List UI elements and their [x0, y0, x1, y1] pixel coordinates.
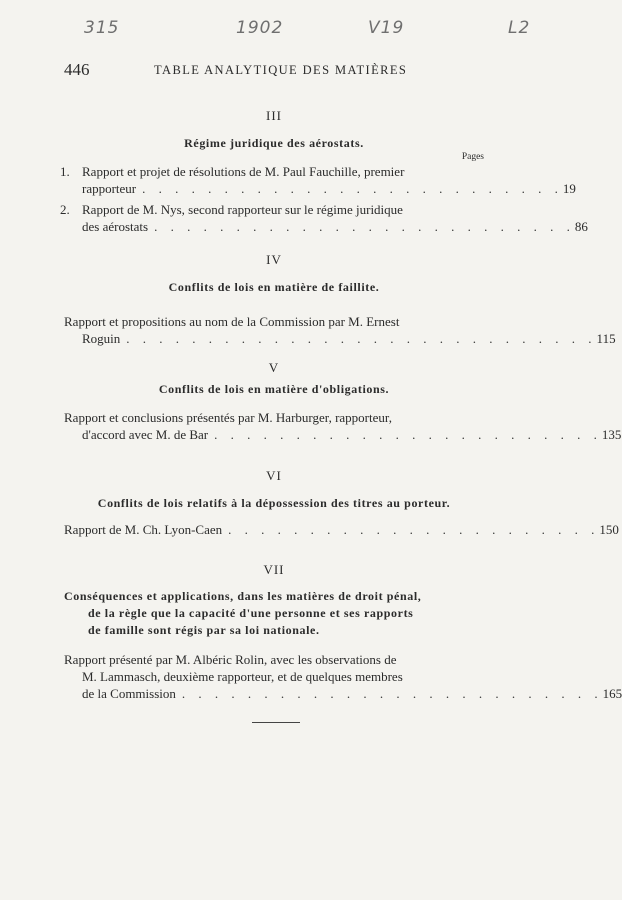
toc-entry[interactable] [60, 201, 588, 235]
entry-text: des aérostats [82, 219, 149, 234]
section-title: Conflits de lois relatifs à la dépossession des titres au porteur. [97, 496, 451, 510]
entry-text: Rapport de M. Ch. Lyon-Caen [64, 522, 223, 537]
entry-number: 1. [60, 164, 70, 179]
entry-page: 135 [601, 427, 622, 442]
section-title-line: de famille sont régis par sa loi nationale. [88, 623, 320, 637]
toc-entry[interactable] [64, 313, 616, 347]
section-number: III [266, 108, 282, 123]
entry-text: Rapport et conclusions présentés par M. Harburger, rapporteur, [64, 410, 392, 425]
handwritten-note: V19 [368, 18, 405, 38]
entry-text: rapporteur [82, 181, 137, 196]
section-iv [64, 252, 616, 347]
section-title-line: Conséquences et applications, dans les matières de droit pénal, [64, 589, 422, 603]
handwritten-note: 315 [84, 18, 120, 38]
entry-text: M. Lammasch, deuxième rapporteur, et de quelques membres [82, 669, 403, 684]
section-v [64, 360, 622, 443]
pages-label: Pages [461, 152, 484, 162]
section-title: Conflits de lois en matière de faillite. [168, 280, 380, 294]
toc-entry[interactable] [64, 651, 622, 702]
entry-page: 115 [596, 331, 616, 346]
entry-page: 86 [574, 219, 588, 234]
section-number: VI [266, 468, 282, 483]
toc-entry[interactable] [64, 521, 619, 538]
entry-text: Roguin [82, 331, 121, 346]
running-head [64, 60, 494, 80]
dot-leader: . . . . . . . . . . . . . . . . . . . . . . . . [214, 427, 602, 442]
section-vii [64, 562, 622, 702]
dot-leader: . . . . . . . . . . . . . . . . . . . . . . . . . . [142, 181, 563, 196]
section-title [64, 588, 484, 639]
entry-text: Rapport de M. Nys, second rapporteur sur le régime juridique [82, 202, 403, 217]
section-number: V [268, 360, 280, 375]
dot-leader: . . . . . . . . . . . . . . . . . . . . . . . [228, 522, 600, 537]
handwritten-note: L2 [508, 18, 531, 38]
entry-text: Rapport et propositions au nom de la Commission par M. Ernest [64, 314, 400, 329]
page-number: 446 [64, 60, 90, 79]
toc-entry[interactable] [60, 163, 576, 197]
dot-leader: . . . . . . . . . . . . . . . . . . . . . . . . . . [181, 686, 603, 701]
entry-page: 150 [599, 522, 619, 537]
handwritten-note: 1902 [236, 18, 284, 38]
closing-rule [252, 722, 300, 723]
section-number: VII [263, 562, 285, 577]
entry-text: d'accord avec M. de Bar [82, 427, 209, 442]
section-vi [64, 468, 619, 538]
dot-leader: . . . . . . . . . . . . . . . . . . . . . . . . . . . . . [126, 331, 597, 346]
toc-entry[interactable] [64, 409, 622, 443]
entry-number: 2. [60, 202, 70, 217]
section-iii [60, 108, 588, 235]
running-title: TABLE ANALYTIQUE DES MATIÈRES [154, 63, 408, 77]
dot-leader: . . . . . . . . . . . . . . . . . . . . . . . . . . [154, 219, 575, 234]
entry-page: 165 [602, 686, 622, 701]
entry-page: 19 [562, 181, 576, 196]
section-title: Régime juridique des aérostats. [184, 136, 364, 150]
section-title: Conflits de lois en matière d'obligations. [158, 382, 390, 396]
entry-text: Rapport et projet de résolutions de M. Paul Fauchille, premier [82, 164, 405, 179]
section-title-line: de la règle que la capacité d'une personne et ses rapports [88, 606, 414, 620]
entry-text: Rapport présenté par M. Albéric Rolin, avec les observations de [64, 652, 397, 667]
section-number: IV [266, 252, 282, 267]
entry-text: de la Commission [82, 686, 176, 701]
